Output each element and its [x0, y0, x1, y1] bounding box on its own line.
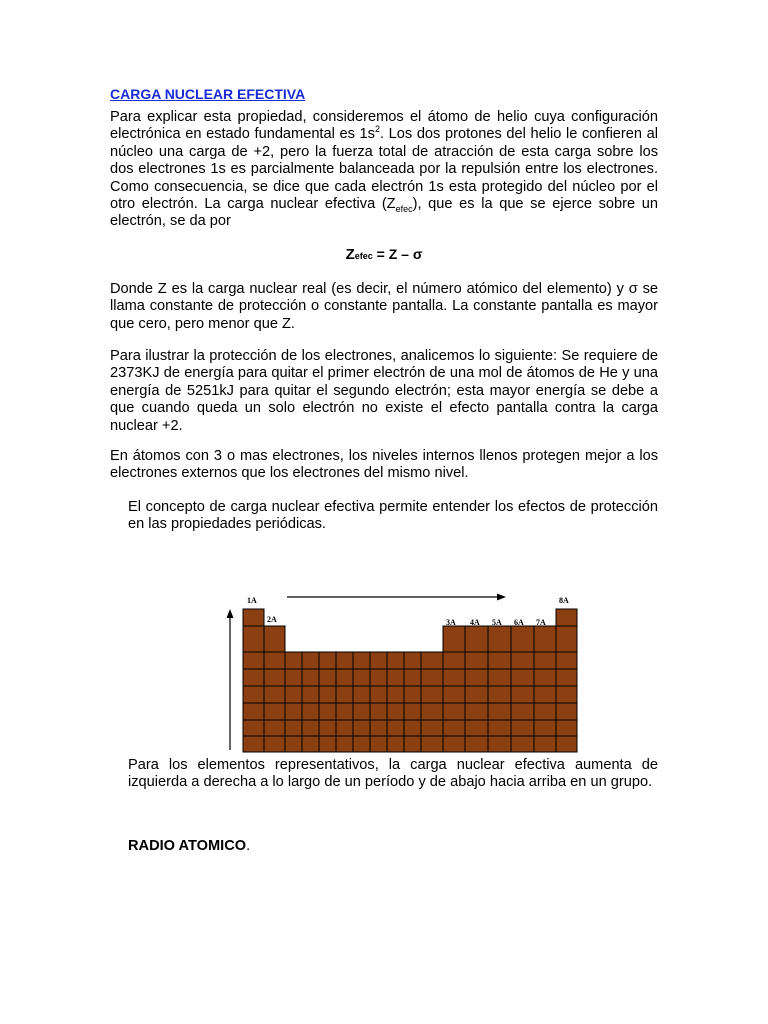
table-cell: [534, 720, 556, 736]
table-cell: [285, 686, 302, 703]
table-cell: [443, 720, 465, 736]
table-cell: [421, 669, 443, 686]
p1-subscript: efec: [395, 203, 413, 214]
table-cell: [387, 703, 404, 720]
p1-text-b: . Los dos protones del helio le confieren al núcleo una carga de +2, pero la fuerza total de atracción de esta carga sobre los dos electrones 1s es parcialmente balanceada por la repulsión entre los electrones. Como consecuencia, se dice que cada electrón 1s esta protegido del núcleo por el otro electrón. La carga nuclear efectiva (Z: [110, 126, 659, 213]
table-cell: [285, 703, 302, 720]
paragraph-definition: Donde Z es la carga nuclear real (es decir, el número atómico del elemento) y σ se llama constante de protección o constante pantalla. La constante pantalla es mayor que cero, pero menor que Z.: [110, 281, 658, 332]
table-cell: [370, 652, 387, 669]
table-cell: [319, 686, 336, 703]
table-cell: [443, 669, 465, 686]
table-cell: [511, 669, 534, 686]
table-cell: [264, 626, 285, 652]
table-cell: [302, 720, 319, 736]
table-cell: [319, 669, 336, 686]
table-cell: [302, 736, 319, 752]
table-cell: [488, 720, 511, 736]
table-cell: [264, 669, 285, 686]
table-cell: [353, 703, 370, 720]
table-cell: [443, 652, 465, 669]
table-cell: [511, 736, 534, 752]
table-cell: [511, 652, 534, 669]
table-cell: [465, 669, 488, 686]
paragraph-concept: El concepto de carga nuclear efectiva permite entender los efectos de protección en las propiedades periódicas.: [128, 499, 658, 533]
table-cell: [353, 669, 370, 686]
formula-subscript: efec: [354, 251, 373, 261]
table-cell: [243, 626, 264, 652]
table-cell: [387, 686, 404, 703]
table-cell: [421, 652, 443, 669]
vertical-arrow-head: [227, 609, 234, 618]
table-cell: [285, 669, 302, 686]
table-cell: [556, 736, 577, 752]
group-label: 3A: [446, 618, 456, 627]
table-cell: [465, 720, 488, 736]
paragraph-inner-levels: En átomos con 3 o mas electrones, los niveles internos llenos protegen mejor a los electrones externos que los electrones del mismo nivel.: [110, 448, 658, 482]
section-title: CARGA NUCLEAR EFECTIVA: [110, 86, 306, 102]
table-cell: [264, 736, 285, 752]
table-cell: [443, 626, 465, 652]
table-cell: [302, 686, 319, 703]
table-cell: [319, 703, 336, 720]
table-cell: [243, 609, 264, 626]
table-cell: [302, 652, 319, 669]
table-cell: [511, 686, 534, 703]
table-cell: [243, 703, 264, 720]
table-cell: [370, 703, 387, 720]
table-cell: [534, 703, 556, 720]
table-cell: [264, 720, 285, 736]
table-cell: [387, 736, 404, 752]
table-cell: [387, 652, 404, 669]
table-cell: [556, 703, 577, 720]
table-cell: [465, 703, 488, 720]
group-label: 1A: [247, 596, 257, 605]
table-cell: [488, 736, 511, 752]
table-cell: [387, 669, 404, 686]
table-cell: [336, 669, 353, 686]
p1-superscript: 2: [374, 124, 380, 135]
table-cell: [370, 720, 387, 736]
table-cell: [285, 652, 302, 669]
table-cell: [243, 720, 264, 736]
table-cell: [243, 686, 264, 703]
table-cell: [465, 626, 488, 652]
table-cell: [264, 686, 285, 703]
table-cell: [243, 652, 264, 669]
table-cell: [534, 669, 556, 686]
heading2-dot: .: [246, 838, 251, 854]
table-cell: [556, 652, 577, 669]
group-label: 8A: [559, 596, 569, 605]
heading2-text: RADIO ATOMICO: [128, 838, 247, 854]
table-cell: [443, 736, 465, 752]
table-cell: [534, 736, 556, 752]
table-cell: [353, 736, 370, 752]
table-cell: [465, 652, 488, 669]
p1-text-a: Para explicar esta propiedad, consideremos el átomo de helio cuya configuración electrónica en estado fundamental es 1s: [110, 109, 658, 143]
table-cell: [421, 736, 443, 752]
table-cell: [285, 720, 302, 736]
table-cell: [421, 703, 443, 720]
table-cell: [556, 686, 577, 703]
table-cell: [511, 626, 534, 652]
table-cell: [404, 736, 421, 752]
table-cell: [319, 652, 336, 669]
group-label: 7A: [536, 618, 546, 627]
formula-z: Z: [345, 246, 355, 263]
table-cell: [336, 720, 353, 736]
table-cell: [404, 652, 421, 669]
table-cell: [404, 703, 421, 720]
group-label: 2A: [267, 615, 277, 624]
table-cell: [353, 686, 370, 703]
table-cell: [319, 736, 336, 752]
table-cell: [421, 720, 443, 736]
table-cell: [556, 720, 577, 736]
table-cell: [285, 736, 302, 752]
group-label: 4A: [470, 618, 480, 627]
table-cell: [353, 652, 370, 669]
formula-rest: = Z – σ: [372, 246, 423, 262]
table-cell: [556, 626, 577, 652]
table-cell: [511, 703, 534, 720]
table-cell: [556, 669, 577, 686]
table-cell: [264, 703, 285, 720]
table-cell: [488, 652, 511, 669]
table-cell: [488, 626, 511, 652]
table-cell: [370, 686, 387, 703]
table-cell: [302, 669, 319, 686]
table-cell: [370, 736, 387, 752]
table-cell: [404, 720, 421, 736]
table-cell: [488, 703, 511, 720]
table-cell: [404, 669, 421, 686]
table-cell: [488, 669, 511, 686]
table-cell: [387, 720, 404, 736]
paragraph-helium-example: Para ilustrar la protección de los electrones, analicemos lo siguiente: Se requiere de 2373KJ de energía para quitar el primer electrón de una mol de átomos de He y una energía de 5251kJ para quitar el segundo electrón; esta mayor energía se debe a que cuando queda un solo electrón no existe el efecto pantalla contra la carga nuclear +2.: [110, 348, 658, 434]
table-cell: [243, 669, 264, 686]
table-cell: [465, 686, 488, 703]
p1-text-c: ), que es la que se ejerce sobre un electrón, se da por: [110, 196, 658, 230]
table-cell: [336, 703, 353, 720]
group-label: 6A: [514, 618, 524, 627]
table-cell: [370, 669, 387, 686]
table-cell: [534, 686, 556, 703]
table-cell: [336, 736, 353, 752]
table-cell: [319, 720, 336, 736]
table-cell: [465, 736, 488, 752]
table-cell: [443, 703, 465, 720]
table-cell: [302, 703, 319, 720]
table-cell: [534, 626, 556, 652]
table-cell: [404, 686, 421, 703]
table-cell: [264, 652, 285, 669]
horizontal-arrow-head: [497, 594, 506, 601]
table-cell: [488, 686, 511, 703]
table-cell: [421, 686, 443, 703]
paragraph-trend: Para los elementos representativos, la carga nuclear efectiva aumenta de izquierda a derecha a lo largo de un período y de abajo hacia arriba en un grupo.: [128, 757, 658, 791]
table-cell: [556, 609, 577, 626]
table-cell: [336, 652, 353, 669]
table-cell: [511, 720, 534, 736]
group-label: 5A: [492, 618, 502, 627]
table-cell: [353, 720, 370, 736]
table-cell: [243, 736, 264, 752]
table-cell: [443, 686, 465, 703]
table-cell: [534, 652, 556, 669]
table-cell: [336, 686, 353, 703]
atomic-radius-heading: [128, 838, 250, 854]
